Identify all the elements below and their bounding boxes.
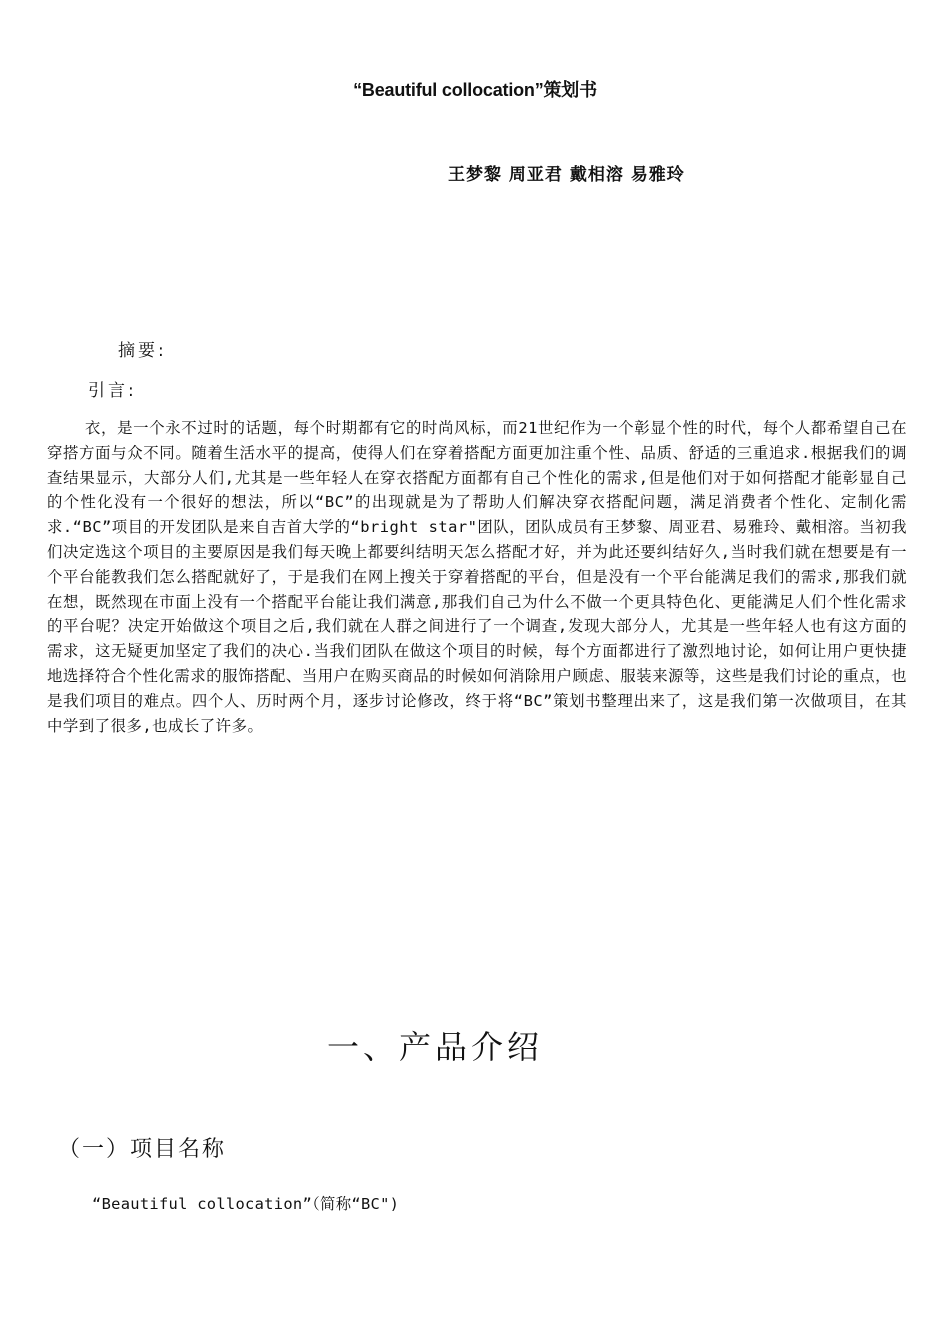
abstract-label: 摘要: — [118, 341, 167, 361]
subsection-heading: （一）项目名称 — [58, 1137, 227, 1162]
document-title: “Beautiful collocation”策划书 — [353, 80, 597, 100]
intro-label: 引言: — [88, 381, 137, 401]
project-name-text: “Beautiful collocation”（简称“BC") — [92, 1195, 400, 1213]
author-list: 王梦黎 周亚君 戴相溶 易雅玲 — [448, 165, 685, 185]
section-heading: 一、产品介绍 — [326, 1028, 543, 1066]
intro-paragraph: 衣，是一个永不过时的话题，每个时期都有它的时尚风标，而21世纪作为一个彰显个性的时代，每个人都希望自己在穿搭方面与众不同。随着生活水平的提高，使得人们在穿着搭配方面更加注重个性、品质、舒适的三重追求.根据我们的调查结果显示，大部分人们,尤其是一些年轻人在穿衣搭配方面都有自己个性化的需求,但是他们对于如何搭配才能彰显自己的个性化没有一个很好的想法，所以“BC”的出现就是为了帮助人们解决穿衣搭配问题，满足消费者个性化、定制化需求.“BC”项目的开发团队是来自吉首大学的“bright star"团队，团队成员有王梦黎、周亚君、易雅玲、戴相溶。当初我们决定选这个项目的主要原因是我们每天晚上都要纠结明天怎么搭配才好，并为此还要纠结好久,当时我们就在想要是有一个平台能教我们怎么搭配就好了，于是我们在网上搜关于穿着搭配的平台，但是没有一个平台能满足我们的需求,那我们就在想，既然现在市面上没有一个搭配平台能让我们满意,那我们自己为什么不做一个更具特色化、更能满足人们个性化需求的平台呢？决定开始做这个项目之后,我们就在人群之间进行了一个调查,发现大部分人，尤其是一些年轻人也有这方面的需求，这无疑更加坚定了我们的决心.当我们团队在做这个项目的时候，每个方面都进行了激烈地讨论，如何让用户更快捷地选择符合个性化需求的服饰搭配、当用户在购买商品的时候如何消除用户顾虑、服装来源等，这些是我们讨论的重点，也是我们项目的难点。四个人、历时两个月，逐步讨论修改，终于将“BC”策划书整理出来了，这是我们第一次做项目，在其中学到了很多,也成长了许多。 — [47, 419, 907, 735]
